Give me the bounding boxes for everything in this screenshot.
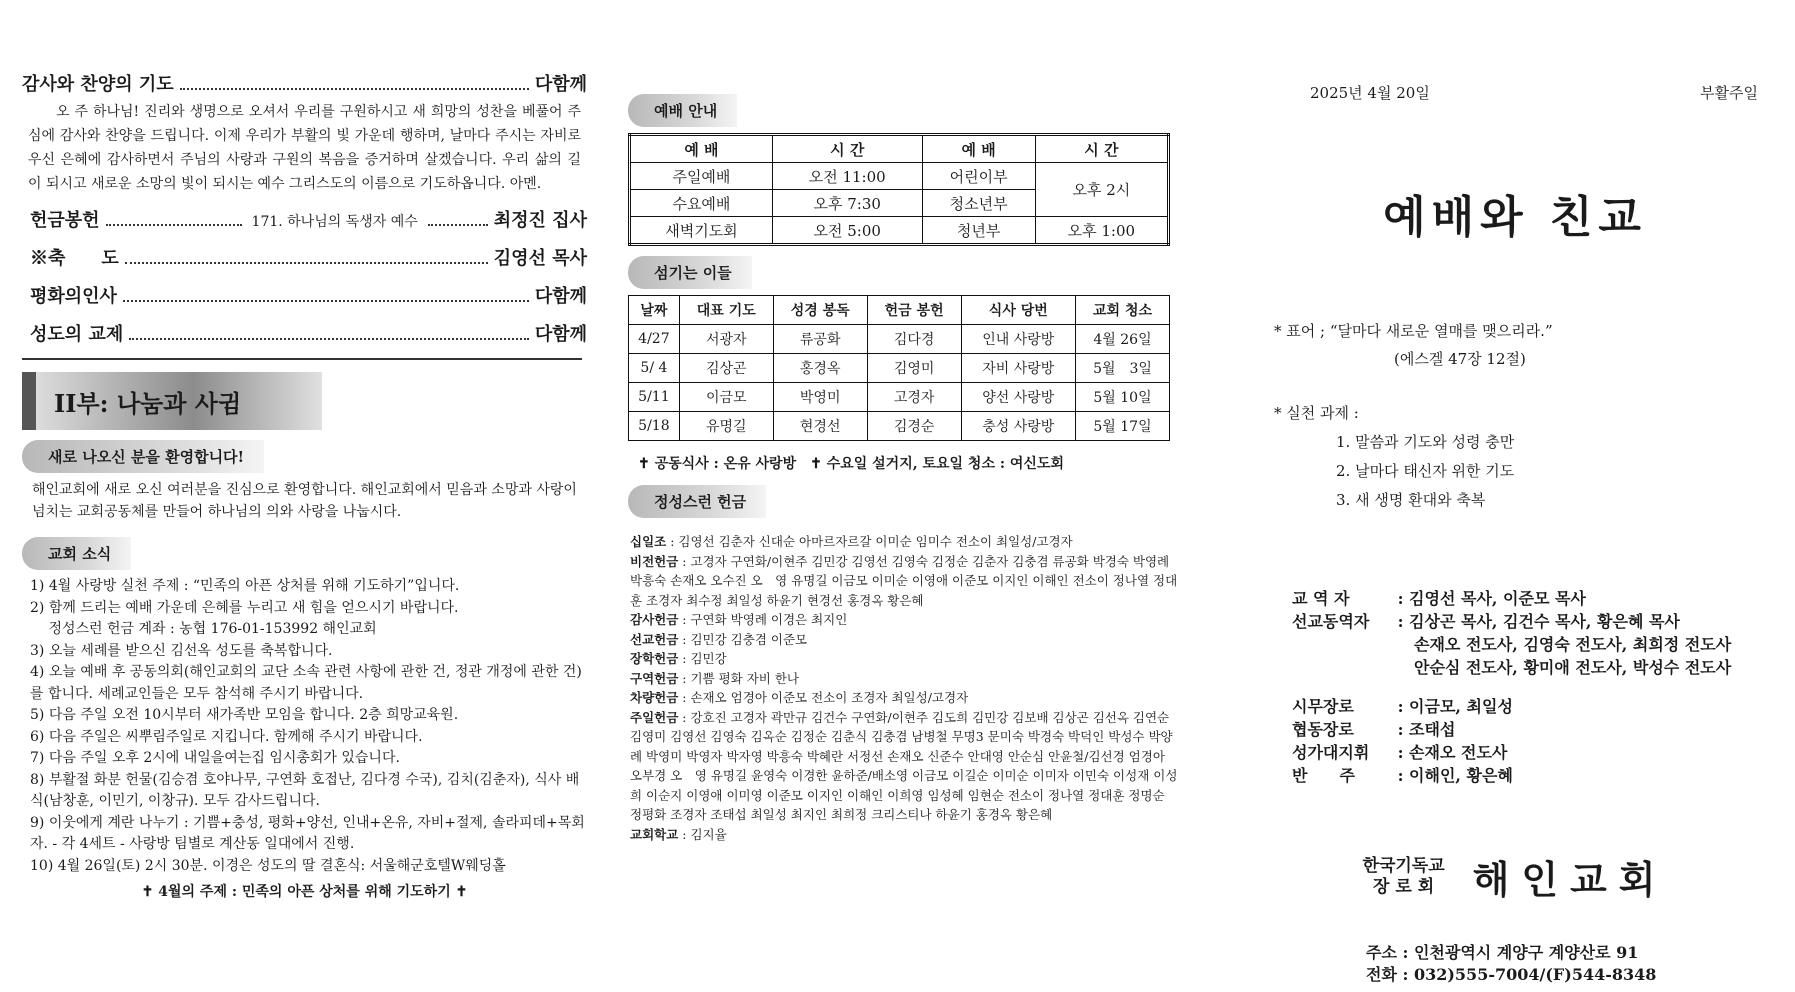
church-name: 해인교회	[1472, 858, 1668, 902]
offering-item: 감사헌금 : 구연화 박영례 이경은 최지인	[630, 612, 848, 627]
staff-names: 김영선 목사, 이준모 목사	[1409, 589, 1586, 608]
staff-row	[1292, 656, 1770, 679]
table-cell: 김다경	[867, 325, 961, 354]
middle-column	[628, 90, 1180, 844]
denomination	[1363, 856, 1445, 898]
spacer	[1292, 679, 1770, 695]
table-cell: 청소년부	[922, 190, 1035, 217]
leader-dots	[123, 300, 529, 302]
staff-row: 협동장로 : 조태섭	[1292, 720, 1456, 739]
table-cell: 5/18	[629, 412, 680, 441]
contact-info	[1366, 942, 1770, 986]
address: 주소 : 인천광역시 계양구 계양산로 91	[1366, 943, 1639, 962]
staff-row: 시무장로 : 이금모, 최일성	[1292, 697, 1513, 716]
table-cell: 김영미	[867, 354, 961, 383]
task-item: 2. 날마다 태신자 위한 기도	[1336, 462, 1515, 480]
table-cell: 4/27	[629, 325, 680, 354]
church-name-block	[1260, 849, 1770, 904]
news-item: 7) 다음 주일 오후 2시에 내일을여는집 임시총회가 있습니다.	[30, 750, 400, 766]
leader-dots	[129, 338, 529, 340]
leader-dots	[106, 224, 242, 226]
news-item: 정성스런 헌금 계좌 : 농협 176-01-153992 해인교회	[30, 621, 377, 637]
table-cell: 류공화	[773, 325, 867, 354]
table-header-row	[629, 296, 1170, 325]
staff-role: 선교동역자	[1292, 612, 1370, 631]
service-order	[22, 206, 587, 346]
duty-note: ✝ 공동식사 : 온유 사랑방 ✝ 수요일 설거지, 토요일 청소 : 여신도회	[638, 456, 1064, 472]
table-cell: 5월 3일	[1076, 354, 1170, 383]
table-header: 시 간	[772, 135, 922, 163]
offering-names: 김민강 김충겸 이준모	[690, 631, 808, 647]
table-cell: 양선 사랑방	[961, 383, 1075, 412]
motto	[1274, 317, 1770, 373]
offering-names: 손재오 엄경아 이준모 전소이 조경자 최일성/고경자	[690, 690, 969, 705]
table-cell: 오전 5:00	[772, 217, 922, 245]
table-row	[629, 354, 1170, 383]
staff-role: 협동장로	[1292, 720, 1354, 739]
service-label: 성도의 교제	[30, 324, 124, 345]
table-cell: 5/11	[629, 383, 680, 412]
offering-item: 장학헌금 : 김민강	[630, 651, 727, 666]
table-row	[629, 412, 1170, 441]
prayer-title: 감사와 찬양의 기도	[22, 74, 174, 95]
table-cell: 새벽기도회	[630, 217, 773, 245]
leader-dots	[125, 262, 488, 264]
practice-tasks	[1274, 399, 1770, 515]
staff-names: 손재오 전도사	[1409, 743, 1508, 762]
news-item: 5) 다음 주일 오전 10시부터 새가족반 모임을 합니다. 2층 희망교육원.	[30, 707, 459, 723]
table-row	[629, 325, 1170, 354]
phone: 전화 : 032)555-7004/(F)544-8348	[1366, 965, 1657, 984]
staff-names: 안순심 전도사, 황미애 전도사, 박성수 전도사	[1414, 658, 1732, 677]
table-cell: 청년부	[922, 217, 1035, 245]
offering-tag: 정성스런 헌금	[628, 485, 766, 518]
offering-label: 주일헌금	[630, 709, 679, 725]
table-cell: 충성 사랑방	[961, 412, 1075, 441]
table-row	[630, 217, 1169, 245]
table-cell: 오후 7:30	[772, 190, 922, 217]
table-header: 헌금 봉헌	[867, 296, 961, 325]
monthly-theme: ✝ 4월의 주제 : 민족의 아픈 상처를 위해 기도하기 ✝	[141, 884, 468, 900]
table-cell: 홍경옥	[773, 354, 867, 383]
table-cell: 주일예배	[630, 163, 773, 190]
service-label: ※축 도	[30, 248, 119, 269]
table-cell: 고경자	[867, 383, 961, 412]
table-cell: 5/ 4	[629, 354, 680, 383]
staff-role: 성가대지휘	[1292, 743, 1370, 762]
table-header: 날짜	[629, 296, 680, 325]
offering-item: 비전헌금 : 고경자 구연화/이현주 김민강 김영선 김영숙 김정순 김춘자 김충겸 류공화 박경숙 박영례 박흥숙 손재오 오수진 오 영 유명길 이금모 이미순 이영애 이준모 이지인 이해인 전소이 정나열 정대훈 조경자 최수정 최일성 하윤기 현경선 홍경옥 황은혜	[630, 553, 1178, 608]
offering-names: 김영선 김춘자 신대순 아마르자르갈 이미순 임미수 전소이 최일성/고경자	[678, 534, 1073, 549]
offering-item: 주일헌금 : 강호진 고경자 곽만규 김건수 구연화/이현주 김도희 김민강 김보배 김상곤 김선옥 김연순 김영미 김영선 김영숙 김옥순 김정순 김춘식 김충겸 남병철 무명3 문미숙 박경숙 박덕인 박성수 박양례 박영미 박영자 박자영 박흥숙 박혜란 서정선 손재오 신준수 안대영 안순심 안윤철/김선경 엄경아 오부경 오 영 유명길 윤영숙 이경한 윤하준/배소영 이금모 이길순 이미순 이미자 이민숙 이성재 이성희 이순지 이영애 이미영 이준모 이지인 이해인 이희영 임성혜 임현순 전소이 정나열 정대훈 정명순 정평화 조경자 조태섭 최일성 최지인 최희정 크리스티나 하윤기 홍경옥 황은혜	[630, 709, 1178, 822]
table-cell: 이금모	[679, 383, 773, 412]
news-item: 8) 부활절 화분 헌물(김승겸 호야나무, 구연화 호접난, 김다경 수국), 김치(김춘자), 식사 배식(남창훈, 이민기, 이창규). 모두 감사드립니다.	[30, 771, 580, 809]
leader-dots	[180, 88, 529, 90]
table-cell: 인내 사랑방	[961, 325, 1075, 354]
welcome-text: 해인교회에 새로 오신 여러분을 진심으로 환영합니다. 해인교회에서 믿음과 소망과 사랑이 넘치는 교회공동체를 만들어 하나님의 의와 사랑을 나눕시다.	[32, 482, 577, 520]
offering-names: 기쁨 평화 자비 한나	[690, 670, 800, 686]
denomination-line: 한국기독교	[1362, 855, 1445, 876]
table-cell: 현경선	[773, 412, 867, 441]
offering-label: 십일조	[630, 534, 667, 549]
service-row	[30, 282, 587, 308]
offering-names: 고경자 구연화/이현주 김민강 김영선 김영숙 김정순 김춘자 김충겸 류공화 박경숙 박영례 박흥숙 손재오 오수진 오 영 유명길 이금모 이미순 이영애 이준모 이지인 이해인 전소이 정나열 정대훈 조경자 최수정 최일성 하윤기 현경선 홍경옥 황은혜	[630, 553, 1178, 608]
offering-label: 선교헌금	[630, 631, 679, 647]
service-row	[30, 244, 587, 270]
news-item: 6) 다음 주일은 씨뿌림주일로 지킵니다. 함께해 주시기 바랍니다.	[30, 728, 423, 745]
offering-item: 선교헌금 : 김민강 김충겸 이준모	[630, 631, 808, 647]
service-label: 헌금봉헌	[30, 210, 100, 231]
leader-dots	[428, 224, 488, 226]
service-leader: 최정진 집사	[493, 210, 587, 231]
staff-row: 교 역 자 : 김영선 목사, 이준모 목사	[1292, 589, 1586, 608]
left-column	[22, 70, 587, 901]
table-cell: 김경순	[867, 412, 961, 441]
table-cell: 어린이부	[922, 163, 1035, 190]
prayer-heading	[22, 70, 587, 96]
offering-names: 김지율	[690, 826, 727, 842]
offering-label: 구역헌금	[630, 670, 679, 686]
news-tag: 교회 소식	[22, 537, 131, 570]
staff-row: 선교동역자 : 김상곤 목사, 김건수 목사, 황은혜 목사	[1292, 612, 1680, 631]
offering-names: 김민강	[690, 651, 727, 666]
bulletin-date: 2025년 4월 20일	[1310, 84, 1430, 102]
date-row	[1310, 82, 1758, 103]
service-hymn: 171. 하나님의 독생자 예수	[251, 214, 418, 230]
staff-list	[1292, 587, 1770, 787]
table-header-row	[630, 135, 1169, 163]
news-item: 4) 오늘 예배 후 공동의회(해인교회의 교단 소속 관련 사항에 관한 건, 정관 개정에 관한 건)를 합니다. 세례교인들은 모두 참석해 주시기 바랍니다.	[30, 664, 582, 702]
offering-label: 비전헌금	[630, 553, 679, 569]
motto-text: * 표어 ; “달마다 새로운 열매를 맺으리라.”	[1274, 322, 1553, 340]
table-cell: 유명길	[679, 412, 773, 441]
table-cell: 4월 26일	[1076, 325, 1170, 354]
service-leader: 김영선 목사	[493, 248, 587, 269]
offering-label: 차량헌금	[630, 690, 679, 705]
worship-tag: 예배 안내	[628, 94, 737, 127]
bulletin-title: 예배와 친교	[1383, 192, 1647, 243]
offering-item: 구역헌금 : 기쁨 평화 자비 한나	[630, 670, 800, 686]
table-header: 예 배	[922, 135, 1035, 163]
welcome-tag: 새로 나오신 분을 환영합니다!	[22, 440, 264, 473]
offering-names: 강호진 고경자 곽만규 김건수 구연화/이현주 김도희 김민강 김보배 김상곤 김선옥 김연순 김영미 김영선 김영숙 김옥순 김정순 김춘식 김충겸 남병철 무명3 문미숙 박경숙 박덕인 박성수 박양례 박영미 박영자 박자영 박흥숙 박혜란 서정선 손재오 신준수 안대영 안순심 안윤철/김선경 엄경아 오부경 오 영 유명길 윤영숙 이경한 윤하준/배소영 이금모 이길순 이미순 이미자 이민숙 이성재 이성희 이순지 이영애 이미영 이준모 이지인 이해인 이희영 임성혜 임현순 전소이 정나열 정대훈 정명순 정평화 조경자 조태섭 최일성 최지인 최희정 크리스티나 하윤기 홍경옥 황은혜	[630, 709, 1178, 822]
news-item: 3) 오늘 세례를 받으신 김선옥 성도를 축복합니다.	[30, 642, 333, 659]
prayer-text: 오 주 하나님! 진리와 생명으로 오셔서 우리를 구원하시고 새 희망의 성찬을 베풀어 주심에 감사와 찬양을 드립니다. 이제 우리가 부활의 빛 가운데 행하며, 날마다 주시는 자비로우신 은혜에 감사하면서 주님의 사랑과 구원의 복음을 증거하며 살겠습니다. 우리 삶의 길이 되시고 새로운 소망의 빛이 되시는 예수 그리스도의 이름으로 기도하옵니다. 아멘.	[28, 104, 581, 192]
service-row	[30, 320, 587, 346]
table-cell: 오전 11:00	[772, 163, 922, 190]
news-list	[30, 576, 587, 877]
table-cell: 자비 사랑방	[961, 354, 1075, 383]
table-header: 대표 기도	[679, 296, 773, 325]
part2-banner: II부: 나눔과 사귐	[22, 372, 322, 430]
table-row	[630, 163, 1169, 190]
staff-role: 교 역 자	[1292, 589, 1350, 608]
tasks-label: * 실천 과제 :	[1274, 404, 1359, 422]
staff-row: 성가대지휘 : 손재오 전도사	[1292, 743, 1508, 762]
table-cell: 오후 1:00	[1035, 217, 1168, 245]
table-row	[629, 383, 1170, 412]
staff-names: 손재오 전도사, 김영숙 전도사, 최희정 전도사	[1414, 635, 1732, 654]
news-item: 2) 함께 드리는 예배 가운데 은혜를 누리고 새 힘을 얻으시기 바랍니다.	[30, 599, 459, 616]
staff-names: 김상곤 목사, 김건수 목사, 황은혜 목사	[1409, 612, 1680, 631]
service-leader: 다함께	[534, 286, 587, 307]
offering-item: 교회학교 : 김지율	[630, 826, 727, 842]
offering-item: 십일조 : 김영선 김춘자 신대순 아마르자르갈 이미순 임미수 전소이 최일성/고경자	[630, 534, 1073, 549]
divider	[22, 358, 582, 360]
sunday-name: 부활주일	[1700, 84, 1758, 102]
staff-row: 반 주 : 이해인, 황은혜	[1292, 766, 1513, 785]
task-item: 1. 말씀과 기도와 성령 충만	[1336, 433, 1515, 451]
motto-reference: (에스겔 47장 12절)	[1394, 350, 1526, 368]
offering-names: 구연화 박영례 이경은 최지인	[690, 612, 848, 627]
offering-list	[630, 532, 1180, 844]
table-header: 교회 청소	[1076, 296, 1170, 325]
staff-role: 반 주	[1292, 766, 1355, 785]
task-item: 3. 새 생명 환대와 축복	[1336, 491, 1486, 509]
staff-row	[1292, 633, 1770, 656]
service-row	[30, 206, 587, 232]
right-column	[1260, 70, 1770, 986]
staff-role: 시무장로	[1292, 697, 1354, 716]
table-cell: 오후 2시	[1035, 163, 1168, 217]
service-leader: 다함께	[534, 324, 587, 345]
offering-label: 장학헌금	[630, 651, 679, 666]
staff-names: 이해인, 황은혜	[1409, 766, 1513, 785]
table-header: 시 간	[1035, 135, 1168, 163]
news-item: 9) 이웃에게 계란 나누기 : 기쁨+충성, 평화+양선, 인내+온유, 자비+절제, 솔라피데+목회자. - 각 4세트 - 사랑방 팀별로 계산동 일대에서 진행.	[30, 814, 585, 852]
table-header: 식사 당번	[961, 296, 1075, 325]
staff-names: 조태섭	[1409, 720, 1456, 739]
table-header: 성경 봉독	[773, 296, 867, 325]
worship-table	[628, 133, 1170, 246]
offering-label: 감사헌금	[630, 612, 679, 627]
table-cell: 서광자	[679, 325, 773, 354]
service-label: 평화의인사	[30, 286, 117, 307]
offering-item: 차량헌금 : 손재오 엄경아 이준모 전소이 조경자 최일성/고경자	[630, 690, 969, 705]
table-cell: 수요예배	[630, 190, 773, 217]
denomination-line: 장 로 회	[1373, 876, 1435, 897]
news-item: 1) 4월 사랑방 실천 주제 : “민족의 아픈 상처를 위해 기도하기”입니다.	[30, 578, 460, 594]
news-item: 10) 4월 26일(토) 2시 30분. 이경은 성도의 딸 결혼식: 서울해군호텔W웨딩홀	[30, 857, 506, 874]
table-header: 예 배	[630, 135, 773, 163]
table-cell: 박영미	[773, 383, 867, 412]
table-cell: 김상곤	[679, 354, 773, 383]
duty-table	[628, 295, 1170, 441]
duty-tag: 섬기는 이들	[628, 256, 752, 289]
prayer-leader: 다함께	[534, 74, 587, 95]
offering-label: 교회학교	[630, 826, 679, 842]
table-cell: 5월 17일	[1076, 412, 1170, 441]
table-cell: 5월 10일	[1076, 383, 1170, 412]
staff-names: 이금모, 최일성	[1409, 697, 1513, 716]
